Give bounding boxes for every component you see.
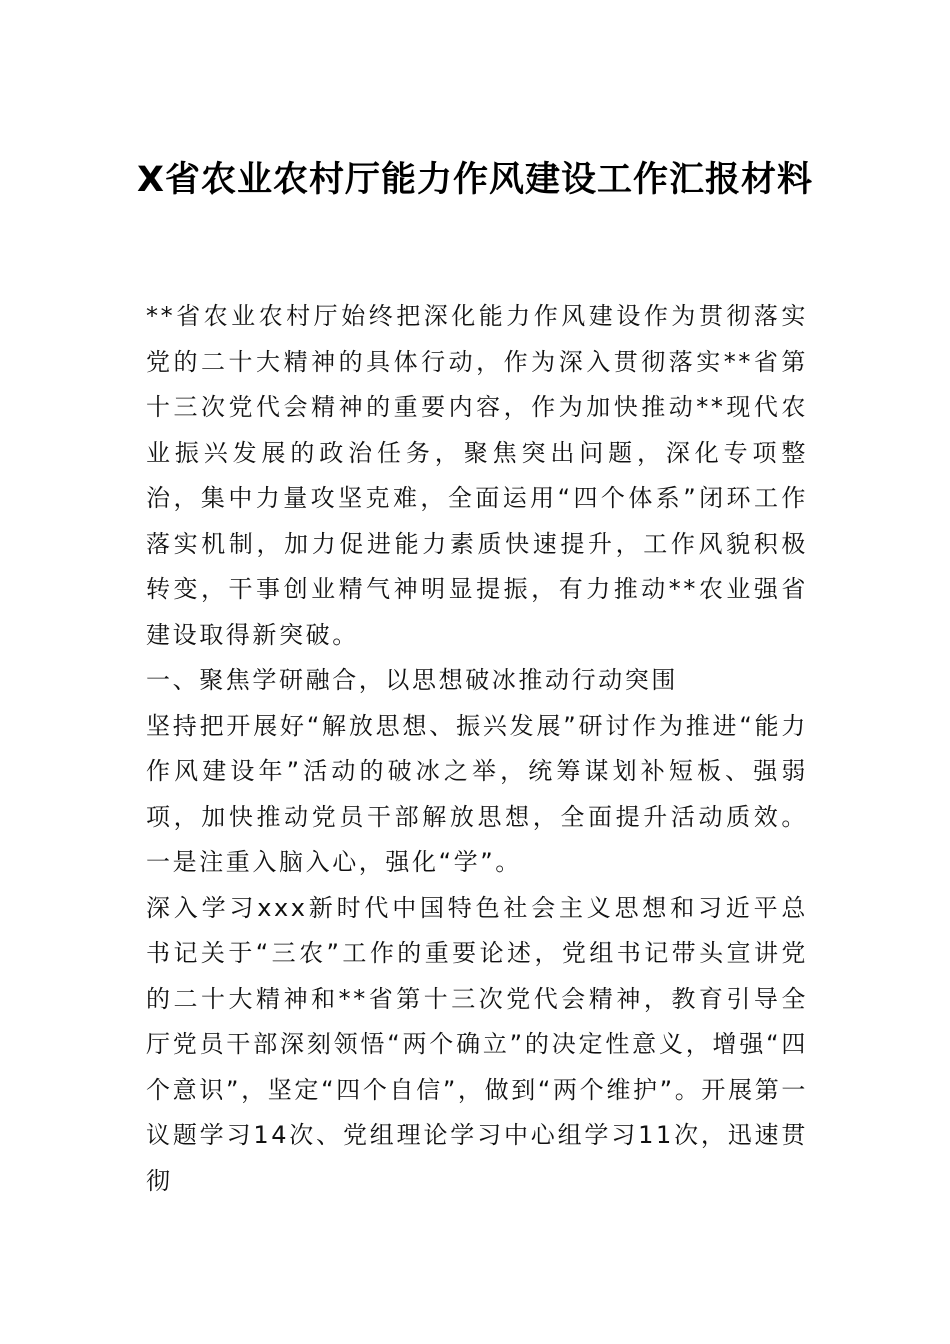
- document-body: [146, 294, 808, 1204]
- paragraph-section-1-overview: 坚持把开展好“解放思想、振兴发展”研讨作为推进“能力作风建设年”活动的破冰之举，统筹谋划补短板、强弱项，加快推动党员干部解放思想，全面提升活动质效。一是注重入脑入心，强化“学”。: [146, 711, 808, 876]
- paragraph-section-1-study: 深入学习xxx新时代中国特色社会主义思想和习近平总书记关于“三农”工作的重要论述，党组书记带头宣讲党的二十大精神和**省第十三次党代会精神，教育引导全厅党员干部深刻领悟“两个确立”的决定性意义，增强“四个意识”，坚定“四个自信”，做到“两个维护”。开展第一议题学习14次、党组理论学习中心组学习11次，迅速贯彻: [146, 893, 808, 1195]
- section-heading-1: 一、聚焦学研融合，以思想破冰推动行动突围: [146, 666, 678, 694]
- document-title: X省农业农村厅能力作风建设工作汇报材料: [137, 160, 813, 200]
- paragraph-intro: **省农业农村厅始终把深化能力作风建设作为贯彻落实党的二十大精神的具体行动，作为深入贯彻落实**省第十三次党代会精神的重要内容，作为加快推动**现代农业振兴发展的政治任务，聚焦突出问题，深化专项整治，集中力量攻坚克难，全面运用“四个体系”闭环工作落实机制，加力促进能力素质快速提升，工作风貌积极转变，干事创业精气神明显提振，有力推动**农业强省建设取得新突破。: [146, 302, 808, 649]
